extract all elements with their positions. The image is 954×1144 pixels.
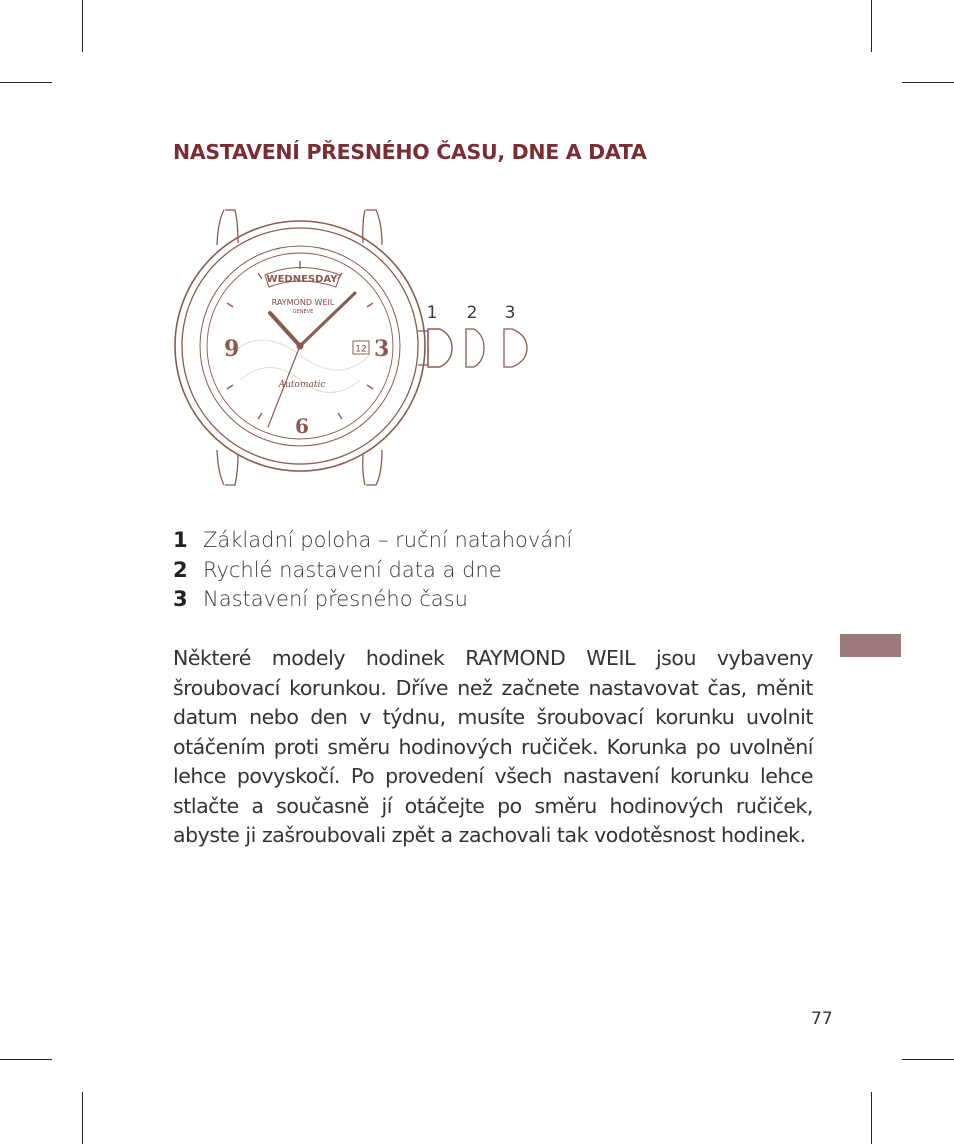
legend-label: Základní poloha – ruční natahování <box>203 528 573 552</box>
watch-illustration <box>170 205 540 490</box>
crown-position-label-3: 3 <box>504 303 516 323</box>
crop-mark <box>871 1092 872 1144</box>
legend-label: Nastavení přesného času <box>203 587 468 611</box>
legend-number: 1 <box>173 528 188 552</box>
crown-position-label-1: 1 <box>426 303 438 323</box>
legend-item <box>173 526 572 556</box>
brand-text: RAYMOND WEIL <box>271 298 335 307</box>
date-window-text: 12 <box>355 344 367 355</box>
crown-position-label-2: 2 <box>466 303 478 323</box>
day-window-text: WEDNESDAY <box>266 274 338 285</box>
city-text: GENEVE <box>292 309 314 315</box>
numeral-three: 3 <box>374 336 390 362</box>
legend-item <box>173 556 572 586</box>
crop-mark <box>0 82 52 83</box>
page-title: NASTAVENÍ PŘESNÉHO ČASU, DNE A DATA <box>173 140 647 164</box>
crop-mark <box>902 1059 954 1060</box>
automatic-text: Automatic <box>278 380 326 390</box>
crop-mark <box>902 82 954 83</box>
legend-item <box>173 585 572 615</box>
crop-mark <box>82 1092 83 1144</box>
crop-mark <box>82 0 83 52</box>
page-number: 77 <box>811 1009 833 1029</box>
instructions-paragraph: Některé modely hodinek RAYMOND WEIL jsou vybaveny šroubovací korunkou. Dříve než začnete nastavovat čas, měnit datum nebo den v týdnu, musíte šroubovací korunku uvolnit otáčením proti směru hodinových ručiček. Korunka po uvolnění lehce povyskočí. Po provedení všech nastavení korunku lehce stlačte a současně jí otáčejte po směru hodinových ručiček, abyste ji zašroubovali zpět a zachovali tak vodotěsnost hodinek. <box>173 646 813 847</box>
crown-position-legend <box>173 526 572 615</box>
numeral-nine: 9 <box>224 336 240 362</box>
crop-mark <box>0 1059 52 1060</box>
numeral-six: 6 <box>295 414 309 438</box>
legend-label: Rychlé nastavení data a dne <box>203 557 502 582</box>
legend-number: 3 <box>173 587 188 611</box>
legend-number: 2 <box>173 557 188 582</box>
crop-mark <box>871 0 872 52</box>
section-tab <box>840 634 901 657</box>
